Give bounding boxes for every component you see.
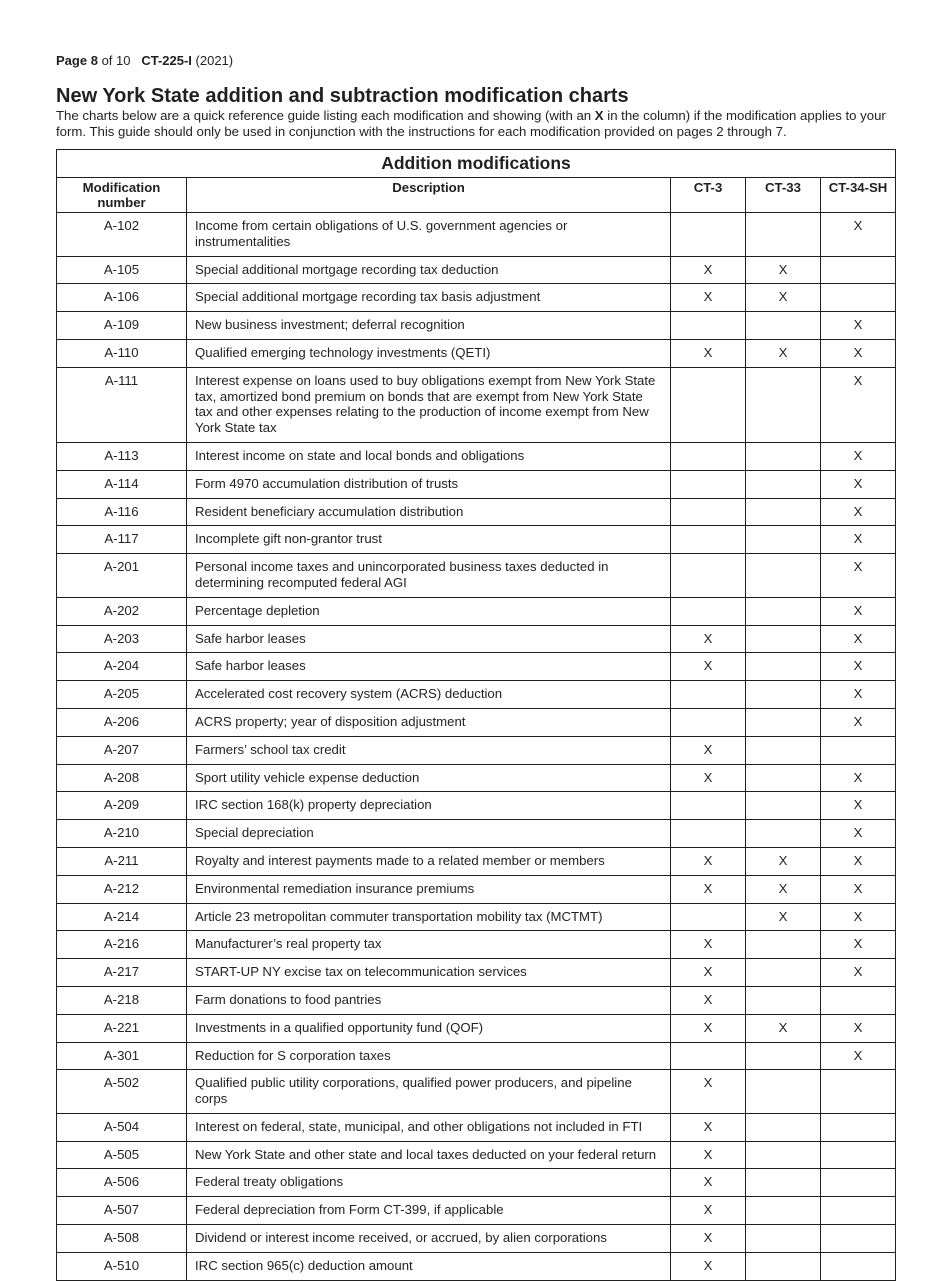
- form-name: CT-225-I: [141, 53, 192, 68]
- description-cell: Percentage depletion: [187, 597, 671, 625]
- modification-number-cell: A-212: [57, 875, 187, 903]
- modification-number-cell: A-216: [57, 931, 187, 959]
- description-cell: Manufacturer’s real property tax: [187, 931, 671, 959]
- table-row: [57, 792, 896, 820]
- ct34sh-cell: X: [821, 653, 896, 681]
- ct3-cell: X: [671, 736, 746, 764]
- ct34sh-cell: X: [821, 498, 896, 526]
- ct3-cell: [671, 526, 746, 554]
- ct33-cell: [746, 986, 821, 1014]
- table-row: [57, 1197, 896, 1225]
- modification-number-cell: A-117: [57, 526, 187, 554]
- ct33-cell: [746, 764, 821, 792]
- table-row: [57, 959, 896, 987]
- ct33-cell: [746, 1169, 821, 1197]
- description-cell: Farmers’ school tax credit: [187, 736, 671, 764]
- ct34sh-cell: X: [821, 820, 896, 848]
- table-row: [57, 1225, 896, 1253]
- description-cell: Form 4970 accumulation distribution of trusts: [187, 470, 671, 498]
- ct34sh-cell: X: [821, 312, 896, 340]
- modification-number-cell: A-209: [57, 792, 187, 820]
- modification-number-cell: A-207: [57, 736, 187, 764]
- table-row: [57, 312, 896, 340]
- ct33-cell: [746, 1042, 821, 1070]
- ct33-cell: [746, 1070, 821, 1114]
- ct3-cell: X: [671, 1252, 746, 1280]
- description-cell: Sport utility vehicle expense deduction: [187, 764, 671, 792]
- modification-number-cell: A-217: [57, 959, 187, 987]
- ct34sh-cell: X: [821, 875, 896, 903]
- ct33-cell: [746, 554, 821, 598]
- column-header-number: Modification number: [57, 178, 187, 213]
- ct33-cell: [746, 1197, 821, 1225]
- column-header-row: [57, 178, 896, 213]
- ct34sh-cell: X: [821, 339, 896, 367]
- form-year: (2021): [195, 53, 234, 68]
- intro-paragraph: [56, 108, 901, 140]
- modification-number-cell: A-301: [57, 1042, 187, 1070]
- ct34sh-cell: [821, 1225, 896, 1253]
- ct33-cell: X: [746, 284, 821, 312]
- ct33-cell: [746, 1141, 821, 1169]
- ct34sh-cell: X: [821, 470, 896, 498]
- description-cell: Resident beneficiary accumulation distribution: [187, 498, 671, 526]
- ct33-cell: [746, 653, 821, 681]
- ct34sh-cell: X: [821, 792, 896, 820]
- description-cell: Special depreciation: [187, 820, 671, 848]
- description-cell: Incomplete gift non-grantor trust: [187, 526, 671, 554]
- table-row: [57, 847, 896, 875]
- ct3-cell: [671, 903, 746, 931]
- ct3-cell: [671, 554, 746, 598]
- ct3-cell: [671, 597, 746, 625]
- ct3-cell: [671, 367, 746, 442]
- table-row: [57, 1113, 896, 1141]
- ct34sh-cell: X: [821, 1014, 896, 1042]
- modification-number-cell: A-218: [57, 986, 187, 1014]
- ct3-cell: [671, 498, 746, 526]
- ct33-cell: [746, 792, 821, 820]
- description-cell: IRC section 168(k) property depreciation: [187, 792, 671, 820]
- ct34sh-cell: X: [821, 903, 896, 931]
- ct33-cell: X: [746, 875, 821, 903]
- ct33-cell: [746, 931, 821, 959]
- ct33-cell: [746, 312, 821, 340]
- modification-number-cell: A-203: [57, 625, 187, 653]
- ct3-cell: [671, 1042, 746, 1070]
- modification-number-cell: A-116: [57, 498, 187, 526]
- ct33-cell: [746, 470, 821, 498]
- table-row: [57, 526, 896, 554]
- ct33-cell: [746, 708, 821, 736]
- ct34sh-cell: X: [821, 625, 896, 653]
- ct34sh-cell: [821, 256, 896, 284]
- description-cell: Federal treaty obligations: [187, 1169, 671, 1197]
- addition-modifications-table: [56, 149, 896, 1281]
- ct3-cell: X: [671, 1141, 746, 1169]
- modification-number-cell: A-211: [57, 847, 187, 875]
- table-row: [57, 339, 896, 367]
- ct3-cell: [671, 470, 746, 498]
- ct3-cell: [671, 213, 746, 257]
- ct33-cell: X: [746, 903, 821, 931]
- ct33-cell: [746, 625, 821, 653]
- modification-number-cell: A-201: [57, 554, 187, 598]
- description-cell: Interest on federal, state, municipal, and other obligations not included in FTI: [187, 1113, 671, 1141]
- modification-number-cell: A-111: [57, 367, 187, 442]
- table-row: [57, 653, 896, 681]
- ct34sh-cell: [821, 1169, 896, 1197]
- ct3-cell: X: [671, 764, 746, 792]
- description-cell: START-UP NY excise tax on telecommunication services: [187, 959, 671, 987]
- ct3-cell: X: [671, 1113, 746, 1141]
- description-cell: Interest income on state and local bonds and obligations: [187, 442, 671, 470]
- page-total: of 10: [101, 53, 131, 68]
- ct3-cell: X: [671, 986, 746, 1014]
- intro-bold-x: X: [594, 108, 604, 123]
- ct33-cell: [746, 820, 821, 848]
- ct34sh-cell: [821, 1113, 896, 1141]
- modification-number-cell: A-510: [57, 1252, 187, 1280]
- table-row: [57, 442, 896, 470]
- description-cell: IRC section 965(c) deduction amount: [187, 1252, 671, 1280]
- modification-number-cell: A-105: [57, 256, 187, 284]
- table-row: [57, 1252, 896, 1280]
- ct33-cell: [746, 442, 821, 470]
- ct34sh-cell: [821, 1252, 896, 1280]
- description-cell: New business investment; deferral recognition: [187, 312, 671, 340]
- description-cell: Environmental remediation insurance premiums: [187, 875, 671, 903]
- ct34sh-cell: [821, 1141, 896, 1169]
- description-cell: Qualified public utility corporations, qualified power producers, and pipeline corps: [187, 1070, 671, 1114]
- ct3-cell: X: [671, 256, 746, 284]
- modification-number-cell: A-114: [57, 470, 187, 498]
- ct3-cell: X: [671, 875, 746, 903]
- modification-number-cell: A-221: [57, 1014, 187, 1042]
- modification-number-cell: A-102: [57, 213, 187, 257]
- ct3-cell: [671, 708, 746, 736]
- description-cell: Article 23 metropolitan commuter transportation mobility tax (MCTMT): [187, 903, 671, 931]
- ct34sh-cell: X: [821, 931, 896, 959]
- ct3-cell: [671, 681, 746, 709]
- ct34sh-cell: X: [821, 442, 896, 470]
- intro-text-end: in the column) if the modification applies to your form. This guide should only be used in conjunction with the instructions for each modification provided on pages 2 through 7.: [56, 108, 886, 139]
- table-row: [57, 1169, 896, 1197]
- description-cell: Safe harbor leases: [187, 653, 671, 681]
- table-row: [57, 554, 896, 598]
- page-title: New York State addition and subtraction modification charts: [56, 85, 629, 107]
- ct34sh-cell: X: [821, 847, 896, 875]
- ct34sh-cell: X: [821, 526, 896, 554]
- column-header-ct3: CT-3: [671, 178, 746, 213]
- modification-number-cell: A-110: [57, 339, 187, 367]
- ct33-cell: X: [746, 339, 821, 367]
- description-cell: Special additional mortgage recording tax basis adjustment: [187, 284, 671, 312]
- ct33-cell: [746, 367, 821, 442]
- ct34sh-cell: X: [821, 554, 896, 598]
- modification-number-cell: A-202: [57, 597, 187, 625]
- table-row: [57, 820, 896, 848]
- description-cell: Royalty and interest payments made to a related member or members: [187, 847, 671, 875]
- table-row: [57, 903, 896, 931]
- ct3-cell: X: [671, 959, 746, 987]
- ct3-cell: X: [671, 1197, 746, 1225]
- modification-number-cell: A-506: [57, 1169, 187, 1197]
- description-cell: Qualified emerging technology investments (QETI): [187, 339, 671, 367]
- ct34sh-cell: [821, 284, 896, 312]
- ct33-cell: [746, 526, 821, 554]
- page-header: [56, 53, 233, 68]
- table-row: [57, 764, 896, 792]
- table-row: [57, 367, 896, 442]
- description-cell: Accelerated cost recovery system (ACRS) deduction: [187, 681, 671, 709]
- modification-number-cell: A-502: [57, 1070, 187, 1114]
- table-row: [57, 284, 896, 312]
- ct33-cell: [746, 1252, 821, 1280]
- table-row: [57, 498, 896, 526]
- table-row: [57, 708, 896, 736]
- ct3-cell: [671, 792, 746, 820]
- table-row: [57, 470, 896, 498]
- description-cell: Safe harbor leases: [187, 625, 671, 653]
- modification-number-cell: A-507: [57, 1197, 187, 1225]
- table-row: [57, 1042, 896, 1070]
- ct3-cell: [671, 442, 746, 470]
- table-caption: Addition modifications: [57, 150, 896, 178]
- ct3-cell: X: [671, 847, 746, 875]
- ct3-cell: X: [671, 1070, 746, 1114]
- ct34sh-cell: [821, 1197, 896, 1225]
- ct3-cell: X: [671, 1169, 746, 1197]
- description-cell: ACRS property; year of disposition adjustment: [187, 708, 671, 736]
- ct3-cell: X: [671, 284, 746, 312]
- ct33-cell: [746, 681, 821, 709]
- table-row: [57, 213, 896, 257]
- ct34sh-cell: X: [821, 367, 896, 442]
- ct3-cell: [671, 820, 746, 848]
- modification-number-cell: A-109: [57, 312, 187, 340]
- table-row: [57, 681, 896, 709]
- modification-number-cell: A-508: [57, 1225, 187, 1253]
- ct33-cell: [746, 597, 821, 625]
- ct3-cell: [671, 312, 746, 340]
- description-cell: Reduction for S corporation taxes: [187, 1042, 671, 1070]
- ct34sh-cell: [821, 1070, 896, 1114]
- modification-number-cell: A-113: [57, 442, 187, 470]
- intro-text-start: The charts below are a quick reference guide listing each modification and showing (with an: [56, 108, 595, 123]
- ct34sh-cell: X: [821, 764, 896, 792]
- table-row: [57, 597, 896, 625]
- ct34sh-cell: X: [821, 681, 896, 709]
- table-row: [57, 736, 896, 764]
- ct33-cell: X: [746, 847, 821, 875]
- ct3-cell: X: [671, 931, 746, 959]
- page-label: Page: [56, 53, 88, 68]
- description-cell: New York State and other state and local taxes deducted on your federal return: [187, 1141, 671, 1169]
- ct34sh-cell: X: [821, 213, 896, 257]
- description-cell: Interest expense on loans used to buy obligations exempt from New York State tax, amortized bond premium on bonds that are exempt from New York State tax and other expenses relating to the production of income exempt from New York State tax: [187, 367, 671, 442]
- table-row: [57, 256, 896, 284]
- description-cell: Farm donations to food pantries: [187, 986, 671, 1014]
- page-number: 8: [90, 53, 98, 68]
- modification-number-cell: A-106: [57, 284, 187, 312]
- modification-number-cell: A-214: [57, 903, 187, 931]
- table-row: [57, 1070, 896, 1114]
- ct3-cell: X: [671, 339, 746, 367]
- ct34sh-cell: [821, 736, 896, 764]
- description-cell: Investments in a qualified opportunity fund (QOF): [187, 1014, 671, 1042]
- ct3-cell: X: [671, 1014, 746, 1042]
- ct3-cell: X: [671, 1225, 746, 1253]
- modification-number-cell: A-504: [57, 1113, 187, 1141]
- ct34sh-cell: X: [821, 708, 896, 736]
- modification-number-cell: A-210: [57, 820, 187, 848]
- table-row: [57, 875, 896, 903]
- ct3-cell: X: [671, 625, 746, 653]
- table-row: [57, 1141, 896, 1169]
- description-cell: Federal depreciation from Form CT-399, if applicable: [187, 1197, 671, 1225]
- ct33-cell: [746, 213, 821, 257]
- column-header-ct33: CT-33: [746, 178, 821, 213]
- ct33-cell: [746, 959, 821, 987]
- description-cell: Dividend or interest income received, or accrued, by alien corporations: [187, 1225, 671, 1253]
- ct3-cell: X: [671, 653, 746, 681]
- ct33-cell: [746, 736, 821, 764]
- ct34sh-cell: X: [821, 959, 896, 987]
- table-row: [57, 986, 896, 1014]
- table-body: [57, 213, 896, 1281]
- modification-number-cell: A-206: [57, 708, 187, 736]
- modification-number-cell: A-204: [57, 653, 187, 681]
- ct34sh-cell: [821, 986, 896, 1014]
- ct33-cell: X: [746, 256, 821, 284]
- description-cell: Personal income taxes and unincorporated business taxes deducted in determining recomputed federal AGI: [187, 554, 671, 598]
- ct33-cell: X: [746, 1014, 821, 1042]
- description-cell: Income from certain obligations of U.S. government agencies or instrumentalities: [187, 213, 671, 257]
- column-header-ct34sh: CT-34-SH: [821, 178, 896, 213]
- modification-number-cell: A-205: [57, 681, 187, 709]
- ct34sh-cell: X: [821, 597, 896, 625]
- modification-number-cell: A-208: [57, 764, 187, 792]
- ct33-cell: [746, 1225, 821, 1253]
- description-cell: Special additional mortgage recording tax deduction: [187, 256, 671, 284]
- ct34sh-cell: X: [821, 1042, 896, 1070]
- table-row: [57, 1014, 896, 1042]
- table-row: [57, 931, 896, 959]
- ct33-cell: [746, 1113, 821, 1141]
- table-row: [57, 625, 896, 653]
- modification-number-cell: A-505: [57, 1141, 187, 1169]
- ct33-cell: [746, 498, 821, 526]
- column-header-description: Description: [187, 178, 671, 213]
